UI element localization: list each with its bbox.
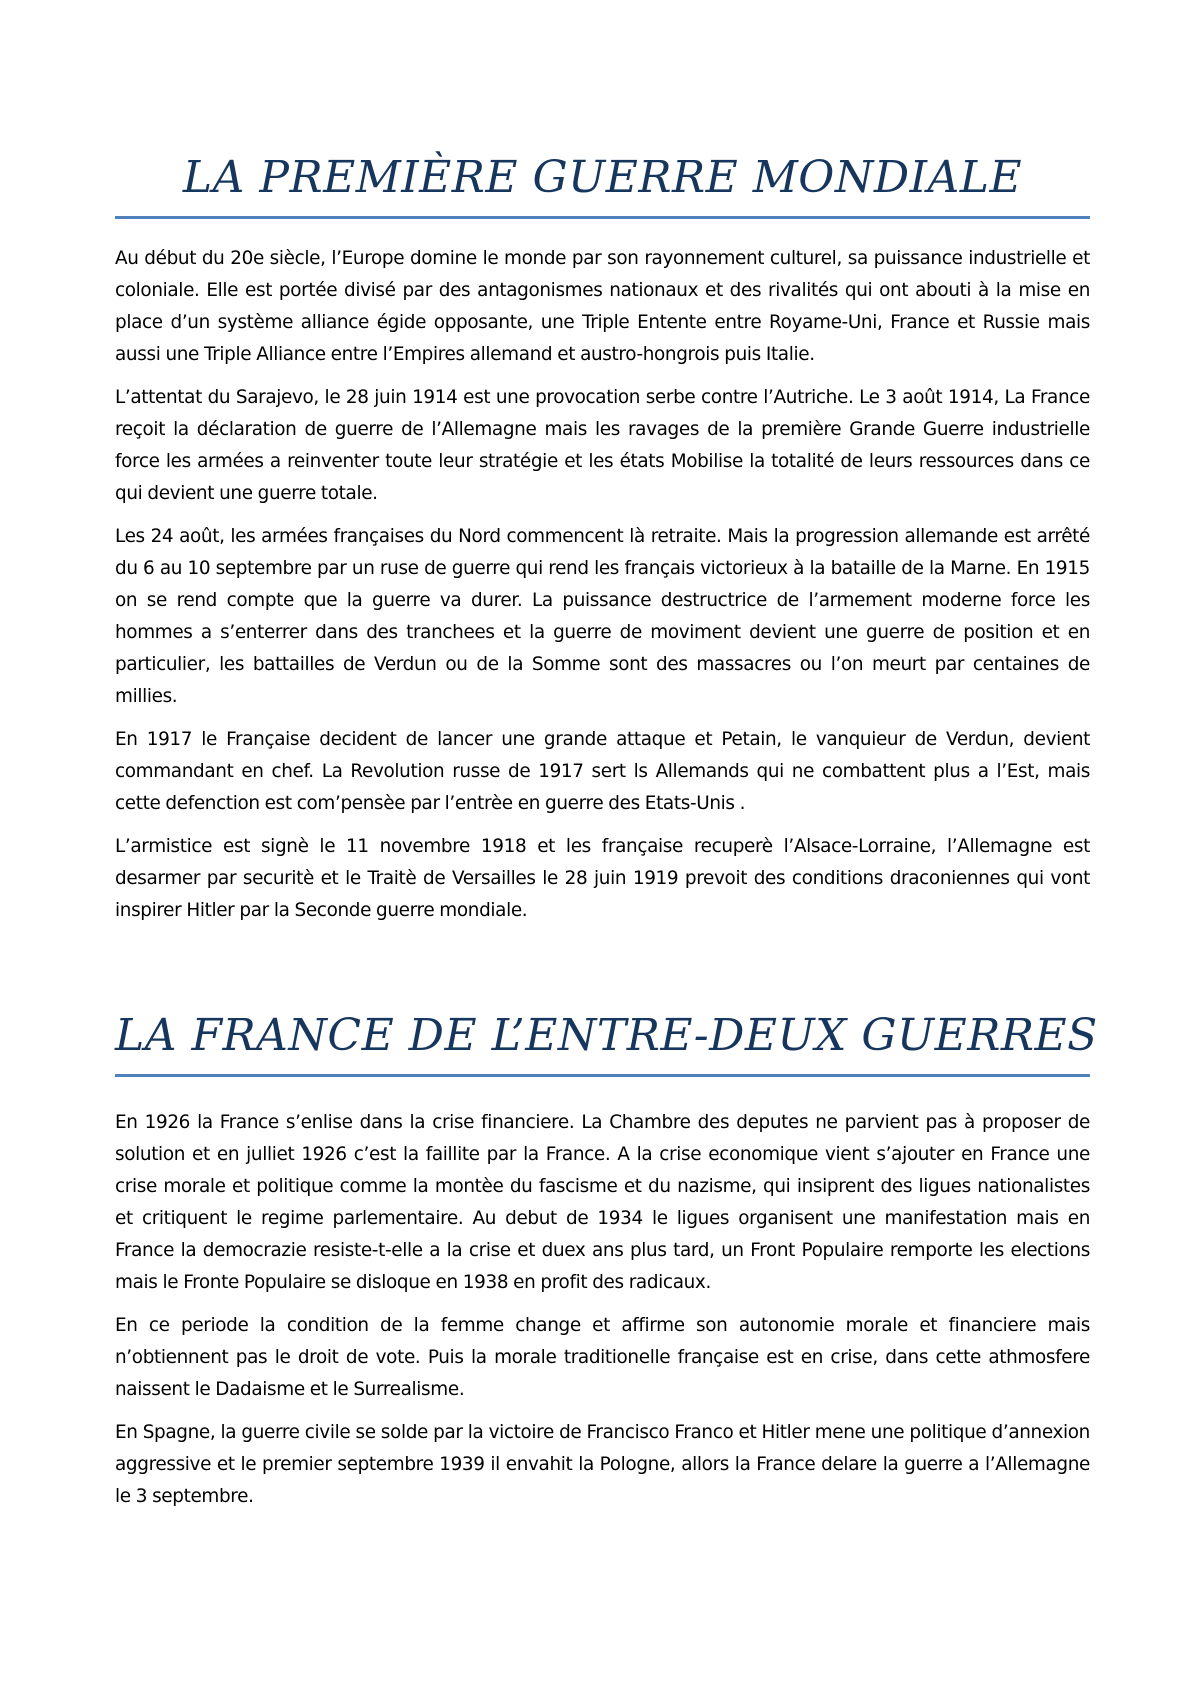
paragraph: En 1917 le Française decident de lancer une grande attaque et Petain, le vanquieur de Verdun, devient commandant en chef. La Revolution russe de 1917 sert ls Allemands qui ne combattent plus a l’Est, mais cette defenction est com’pensèe par l’entrèe en guerre des Etats-Unis . [115, 729, 1090, 814]
section-heading: LA FRANCE DE L’ENTRE-DEUX GUERRES [115, 1010, 1098, 1061]
paragraph: L’armistice est signè le 11 novembre 1918 et les française recuperè l’Alsace-Lorraine, l’Allemagne est desarmer par securitè et le Traitè de Versailles le 28 juin 1919 prevoit des conditions draconiennes qui vont inspirer Hitler par la Seconde guerre mondiale. [115, 836, 1090, 921]
paragraph: L’attentat du Sarajevo, le 28 juin 1914 est une provocation serbe contre l’Autriche. Le 3 août 1914, La France reçoit la déclaration de guerre de l’Allemagne mais les ravages de la première Grande Guerre industrielle force les armées a reinventer toute leur stratégie et les états Mobilise la totalité de leurs ressources dans ce qui devient une guerre totale. [115, 387, 1090, 504]
section-entre-deux-guerres [115, 1008, 1098, 1524]
paragraph: Les 24 août, les armées françaises du Nord commencent là retraite. Mais la progression allemande est arrêté du 6 au 10 septembre par un ruse de guerre qui rend les français victorieux à la bataille de la Marne. En 1915 on se rend compte que la guerre va durer. La puissance destructrice de l’armement moderne force les hommes a s’enterrer dans des tranchees et la guerre de moviment devient une guerre de position et en particulier, les battailles de Verdun ou de la Somme sont des massacres ou l’on meurt par centaines de millies. [115, 526, 1090, 707]
section-heading: LA PREMIÈRE GUERRE MONDIALE [182, 152, 1023, 203]
heading-underline [115, 216, 1090, 219]
heading-underline [115, 1074, 1090, 1077]
paragraph: En ce periode la condition de la femme change et affirme son autonomie morale et financiere mais n’obtiennent pas le droit de vote. Puis la morale traditionelle française est en crise, dans cette athmosfere naissent le Dadaisme et le Surrealisme. [115, 1315, 1090, 1400]
paragraph: En 1926 la France s’enlise dans la crise financiere. La Chambre des deputes ne parvient pas à proposer de solution et en julliet 1926 c’est la faillite par la France. A la crise economique vient s’ajouter en France une crise morale et politique comme la montèe du fascisme et du nazisme, qui insiprent des ligues nationalistes et critiquent le regime parlementaire. Au debut de 1934 le ligues organisent une manifestation mais en France la democrazie resiste-t-elle a la crise et duex ans plus tard, un Front Populaire remporte les elections mais le Fronte Populaire se disloque en 1938 en profit des radicaux. [115, 1112, 1090, 1293]
section-premiere-guerre [115, 150, 1090, 938]
paragraph: Au début du 20e siècle, l’Europe domine le monde par son rayonnement culturel, sa puissance industrielle et coloniale. Elle est portée divisé par des antagonismes nationaux et des rivalités qui ont abouti à la mise en place d’un système alliance égide opposante, une Triple Entente entre Royame-Uni, France et Russie mais aussi une Triple Alliance entre l’Empires allemand et austro-hongrois puis Italie. [115, 248, 1090, 365]
paragraph: En Spagne, la guerre civile se solde par la victoire de Francisco Franco et Hitler mene une politique d’annexion aggressive et le premier septembre 1939 il envahit la Pologne, allors la France delare la guerre a l’Allemagne le 3 septembre. [115, 1422, 1090, 1507]
